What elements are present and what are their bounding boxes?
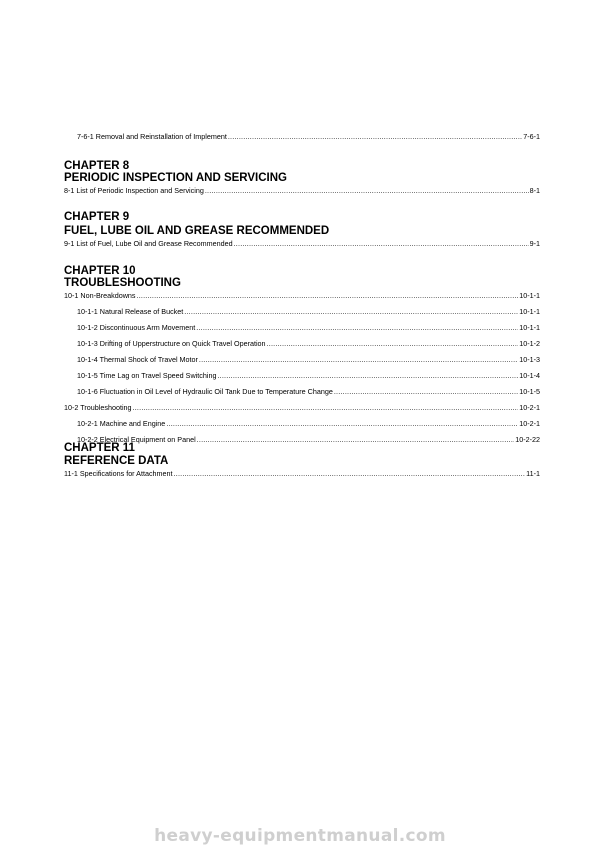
- toc-entry-page: 8-1: [529, 186, 540, 195]
- dot-leader: [228, 132, 522, 142]
- toc-entry-label: 7-6-1 Removal and Reinstallation of Implement: [77, 132, 227, 141]
- toc-entry-page: 10-1-1: [519, 323, 540, 332]
- toc-entry-label: 9-1 List of Fuel, Lube Oil and Grease Recommended: [64, 239, 233, 248]
- toc-entry[interactable]: [77, 371, 540, 381]
- toc-entry-page: 9-1: [529, 239, 540, 248]
- toc-entry[interactable]: [64, 239, 540, 249]
- toc-entry[interactable]: [77, 339, 540, 349]
- toc-entry-page: 10-1-1: [519, 291, 540, 300]
- footer-watermark: heavy-equipmentmanual.com: [154, 826, 446, 846]
- toc-entry-label: 10-1-3 Drifting of Upperstructure on Quick Travel Operation: [77, 339, 266, 348]
- chapter-title: PERIODIC INSPECTION AND SERVICING: [64, 172, 288, 184]
- dot-leader: [174, 469, 526, 479]
- toc-entry[interactable]: [64, 291, 540, 301]
- toc-entry-label: 10-1-2 Discontinuous Arm Movement: [77, 323, 196, 332]
- toc-entry[interactable]: [77, 307, 540, 317]
- toc-entry-page: 11-1: [526, 469, 540, 478]
- dot-leader: [166, 419, 518, 429]
- chapter-title: REFERENCE DATA: [64, 455, 169, 467]
- toc-entry-page: 10-1-1: [519, 307, 540, 316]
- toc-entry-label: 10-2-1 Machine and Engine: [77, 419, 166, 428]
- toc-entry[interactable]: [77, 435, 540, 445]
- chapter-title: FUEL, LUBE OIL AND GREASE RECOMMENDED: [64, 225, 330, 237]
- chapter-number: CHAPTER 11: [64, 442, 135, 454]
- toc-entry[interactable]: [77, 323, 540, 333]
- chapter-number: CHAPTER 10: [64, 265, 136, 277]
- dot-leader: [196, 323, 518, 333]
- toc-entry-page: 10-1-5: [519, 387, 540, 396]
- chapter-title: TROUBLESHOOTING: [64, 277, 181, 289]
- toc-entry-label: 10-1-4 Thermal Shock of Travel Motor: [77, 355, 198, 364]
- chapter-number: CHAPTER 8: [64, 160, 130, 172]
- toc-entry-page: 10-2-1: [519, 419, 540, 428]
- toc-entry-label: 10-1-5 Time Lag on Travel Speed Switching: [77, 371, 217, 380]
- toc-entry-page: 10-2-22: [515, 435, 540, 444]
- dot-leader: [184, 307, 518, 317]
- toc-entry-label: 10-1 Non-Breakdowns: [64, 291, 136, 300]
- toc-entry-label: 10-2-2 Electrical Equipment on Panel: [77, 435, 196, 444]
- dot-leader: [199, 355, 518, 365]
- dot-leader: [205, 186, 529, 196]
- toc-entry-label: 10-1-6 Fluctuation in Oil Level of Hydraulic Oil Tank Due to Temperature Change: [77, 387, 333, 396]
- toc-entry-label: 10-2 Troubleshooting: [64, 403, 132, 412]
- toc-entry-label: 8-1 List of Periodic Inspection and Servicing: [64, 186, 204, 195]
- toc-entry-page: 10-1-2: [519, 339, 540, 348]
- dot-leader: [267, 339, 519, 349]
- dot-leader: [234, 239, 529, 249]
- dot-leader: [133, 403, 519, 413]
- toc-entry[interactable]: [77, 132, 540, 142]
- dot-leader: [217, 371, 518, 381]
- toc-entry[interactable]: [77, 387, 540, 397]
- toc-entry[interactable]: [77, 355, 540, 365]
- dot-leader: [197, 435, 515, 445]
- toc-entry-page: 7-6-1: [523, 132, 540, 141]
- toc-entry[interactable]: [64, 469, 540, 479]
- dot-leader: [137, 291, 519, 301]
- dot-leader: [334, 387, 518, 397]
- toc-entry[interactable]: [77, 419, 540, 429]
- toc-entry-page: 10-1-3: [519, 355, 540, 364]
- toc-entry[interactable]: [64, 403, 540, 413]
- toc-entry-label: 10-1-1 Natural Release of Bucket: [77, 307, 184, 316]
- toc-entry[interactable]: [64, 186, 540, 196]
- toc-entry-label: 11-1 Specifications for Attachment: [64, 469, 173, 478]
- toc-entry-page: 10-2-1: [519, 403, 540, 412]
- chapter-number: CHAPTER 9: [64, 211, 130, 223]
- toc-entry-page: 10-1-4: [519, 371, 540, 380]
